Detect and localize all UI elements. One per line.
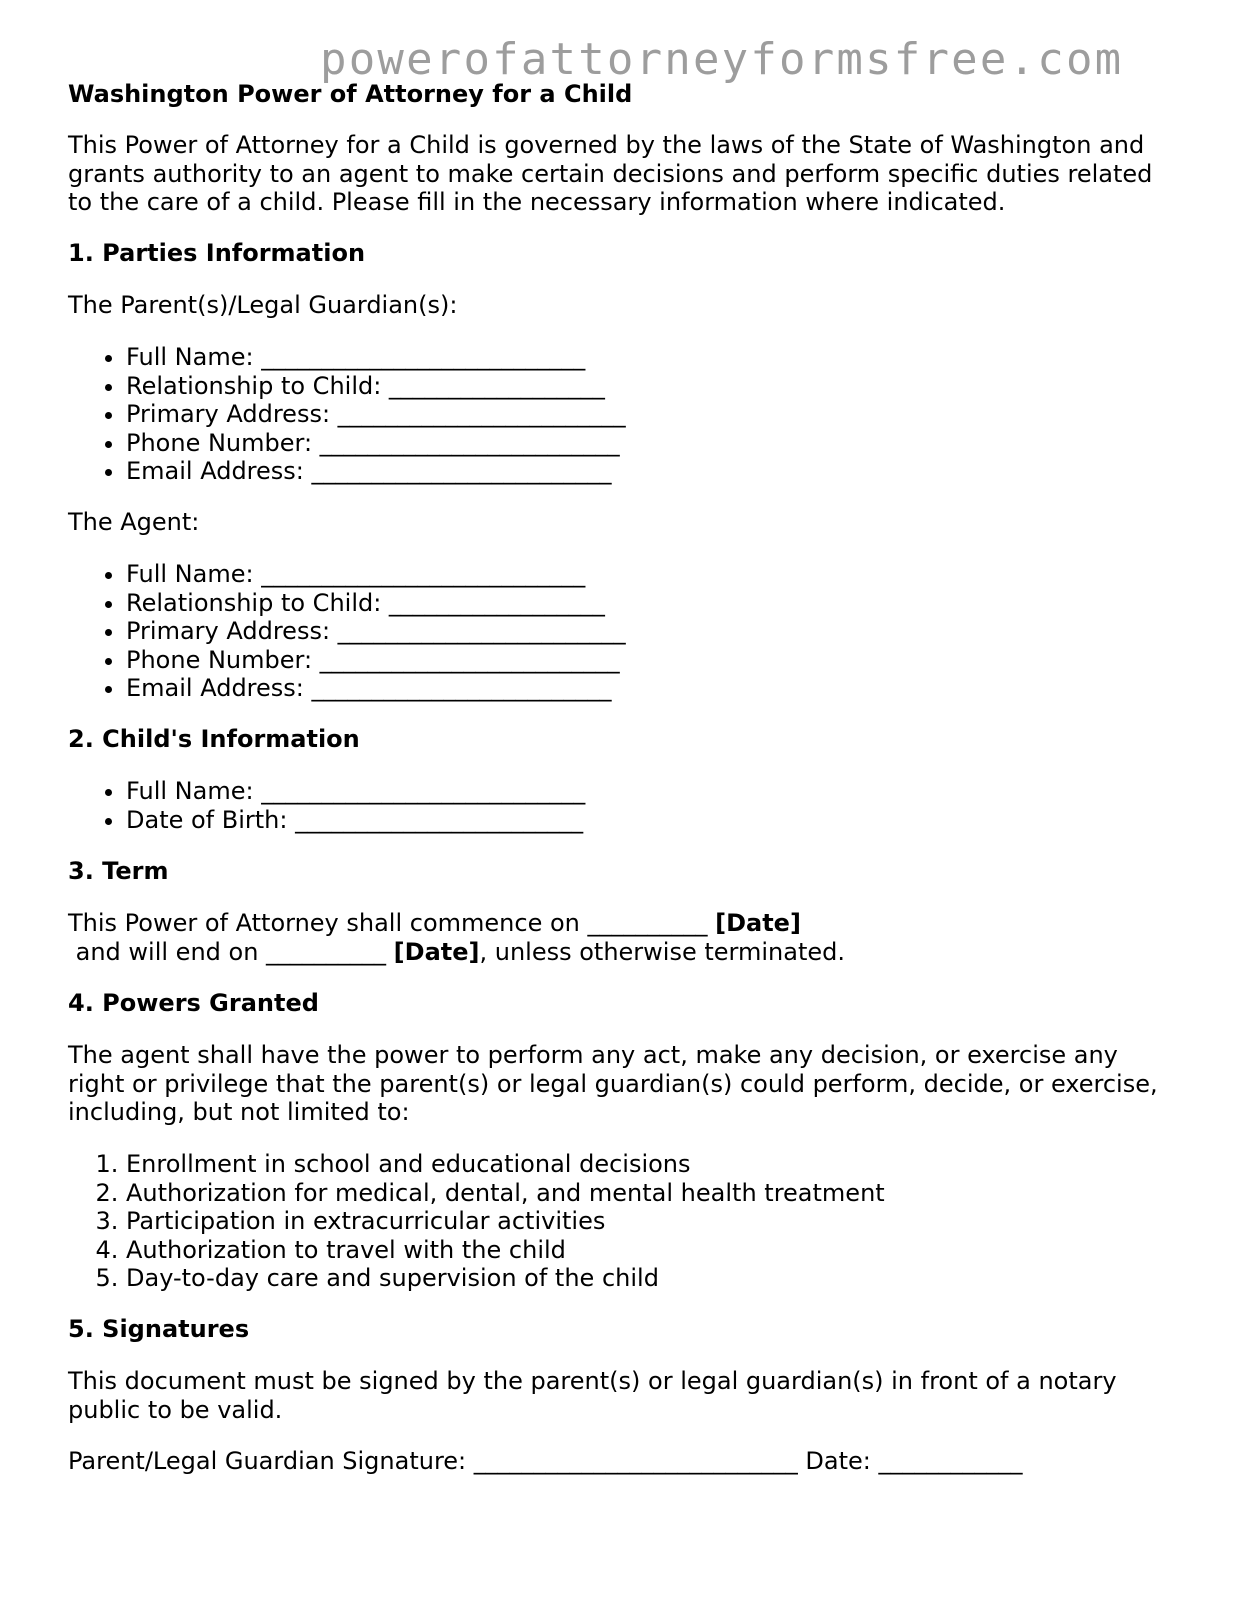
power-item: 2. Authorization for medical, dental, and mental health treatment bbox=[126, 1179, 885, 1208]
section-heading-parties: 1. Parties Information bbox=[68, 239, 366, 267]
power-item: 5. Day-to-day care and supervision of the child bbox=[126, 1264, 885, 1293]
powers-list bbox=[68, 1150, 885, 1293]
child-full-name-field[interactable]: • Full Name: ___________________________ bbox=[126, 777, 585, 806]
section-heading-signatures: 5. Signatures bbox=[68, 1315, 250, 1343]
parent-email-field[interactable]: • Email Address: _________________________ bbox=[126, 457, 626, 486]
parent-address-field[interactable]: • Primary Address: ________________________ bbox=[126, 400, 626, 429]
term-text-middle[interactable]: and will end on __________ bbox=[68, 937, 394, 966]
term-paragraph bbox=[68, 909, 1148, 966]
section-heading-powers: 4. Powers Granted bbox=[68, 989, 319, 1017]
signature-line[interactable]: Parent/Legal Guardian Signature: ___________________________ Date: ____________ bbox=[68, 1447, 1023, 1475]
parent-full-name-field[interactable]: • Full Name: ___________________________ bbox=[126, 343, 626, 372]
agent-relationship-field[interactable]: • Relationship to Child: __________________ bbox=[126, 589, 626, 618]
parent-relationship-field[interactable]: • Relationship to Child: __________________ bbox=[126, 372, 626, 401]
agent-full-name-field[interactable]: • Full Name: ___________________________ bbox=[126, 560, 626, 589]
watermark: powerofattorneyformsfree.com bbox=[320, 34, 1124, 85]
term-date-label-start: [Date] bbox=[715, 909, 801, 937]
child-fields-list bbox=[68, 777, 585, 834]
power-item: 4. Authorization to travel with the child bbox=[126, 1236, 885, 1265]
section-heading-term: 3. Term bbox=[68, 857, 169, 885]
term-text-end: , unless otherwise terminated. bbox=[479, 937, 845, 966]
term-date-label-end: [Date] bbox=[393, 937, 480, 966]
section-heading-child: 2. Child's Information bbox=[68, 725, 360, 753]
power-item: 3. Participation in extracurricular activities bbox=[126, 1207, 885, 1236]
signatures-paragraph: This document must be signed by the parent(s) or legal guardian(s) in front of a notary public to be valid. bbox=[68, 1367, 1117, 1424]
intro-paragraph: This Power of Attorney for a Child is governed by the laws of the State of Washington and grants authority to an agent to make certain decisions and perform specific duties related to the care of a child. Please fill in the necessary information where indicated. bbox=[68, 131, 1153, 216]
power-item: 1. Enrollment in school and educational decisions bbox=[126, 1150, 885, 1179]
powers-paragraph: The agent shall have the power to perform any act, make any decision, or exercise any right or privilege that the parent(s) or legal guardian(s) could perform, decide, or exercise, including, but not limited to: bbox=[68, 1041, 1158, 1126]
parent-label: The Parent(s)/Legal Guardian(s): bbox=[68, 291, 458, 319]
document-title: Washington Power of Attorney for a Child bbox=[68, 80, 633, 108]
term-text-start[interactable]: This Power of Attorney shall commence on __________ bbox=[68, 909, 716, 937]
parent-fields-list bbox=[68, 343, 626, 486]
child-dob-field[interactable]: • Date of Birth: ________________________ bbox=[126, 806, 585, 835]
agent-address-field[interactable]: • Primary Address: ________________________ bbox=[126, 617, 626, 646]
agent-label: The Agent: bbox=[68, 508, 200, 536]
agent-email-field[interactable]: • Email Address: _________________________ bbox=[126, 674, 626, 703]
agent-fields-list bbox=[68, 560, 626, 703]
parent-phone-field[interactable]: • Phone Number: _________________________ bbox=[126, 429, 626, 458]
agent-phone-field[interactable]: • Phone Number: _________________________ bbox=[126, 646, 626, 675]
